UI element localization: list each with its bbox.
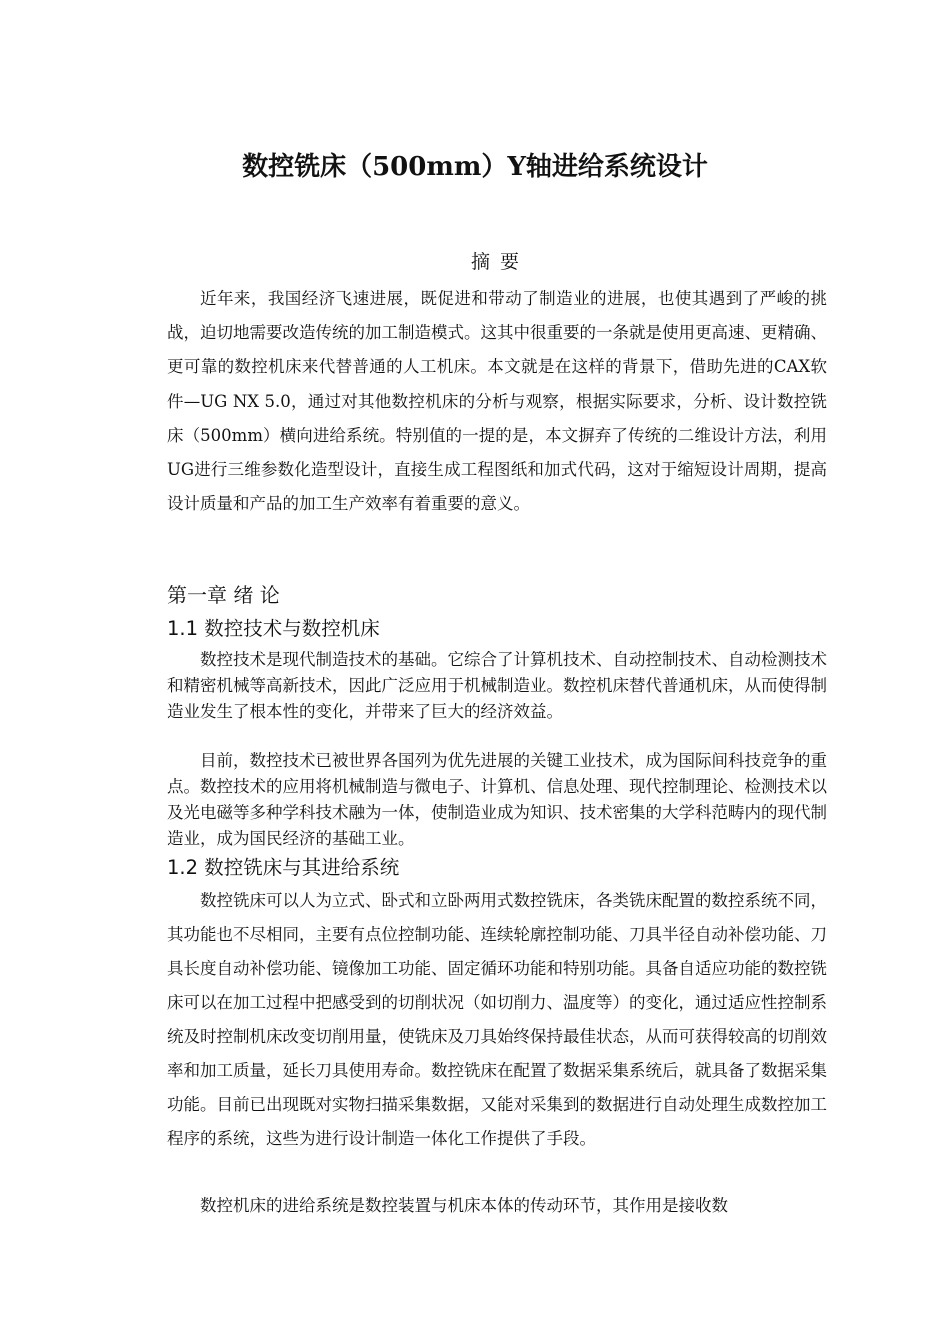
document-title: 数控铣床（500mm）Y轴进给系统设计	[242, 152, 708, 183]
abstract-heading: 摘要	[470, 251, 529, 273]
abstract-paragraph: 近年来，我国经济飞速进展，既促进和带动了制造业的进展，也使其遇到了严峻的挑战，迫切地需要改造传统的加工制造模式。这其中很重要的一条就是使用更高速、更精确、更可靠的数控机床来代替普通的人工机床。本文就是在这样的背景下，借助先进的CAX软件—UG NX 5.0，通过对其他数控机床的分析与观察，根据实际要求，分析、设计数控铣床（500mm）横向进给系统。特别值的一提的是，本文摒弃了传统的二维设计方法，利用UG进行三维参数化造型设计，直接生成工程图纸和加式代码，这对于缩短设计周期，提高设计质量和产品的加工生产效率有着重要的意义。	[167, 289, 827, 514]
section-1-1-paragraph-2: 目前，数控技术已被世界各国列为优先进展的关键工业技术，成为国际间科技竞争的重点。数控技术的应用将机械制造与微电子、计算机、信息处理、现代控制理论、检测技术以及光电磁等多种学科技术融为一体，使制造业成为知识、技术密集的大学科范畴内的现代制造业，成为国民经济的基础工业。	[167, 751, 827, 848]
chapter-heading: 第一章 绪 论	[167, 583, 280, 607]
section-heading-1-1: 1.1 数控技术与数控机床	[167, 617, 380, 640]
section-1-2-paragraph-2: 数控机床的进给系统是数控装置与机床本体的传动环节，其作用是接收数	[200, 1196, 728, 1215]
section-1-1-paragraph-1: 数控技术是现代制造技术的基础。它综合了计算机技术、自动控制技术、自动检测技术和精密机械等高新技术，因此广泛应用于机械制造业。数控机床替代普通机床，从而使得制造业发生了根本性的变化，并带来了巨大的经济效益。	[167, 650, 827, 721]
section-1-2-paragraph-1: 数控铣床可以人为立式、卧式和立卧两用式数控铣床，各类铣床配置的数控系统不同，其功能也不尽相同，主要有点位控制功能、连续轮廓控制功能、刀具半径自动补偿功能、刀具长度自动补偿功能、镜像加工功能、固定循环功能和特别功能。具备自适应功能的数控铣床可以在加工过程中把感受到的切削状况（如切削力、温度等）的变化，通过适应性控制系统及时控制机床改变切削用量，使铣床及刀具始终保持最佳状态，从而可获得较高的切削效率和加工质量，延长刀具使用寿命。数控铣床在配置了数据采集系统后，就具备了数据采集功能。目前已出现既对实物扫描采集数据，又能对采集到的数据进行自动处理生成数控加工程序的系统，这些为进行设计制造一体化工作提供了手段。	[167, 891, 827, 1148]
section-heading-1-2: 1.2 数控铣床与其进给系统	[167, 856, 400, 879]
